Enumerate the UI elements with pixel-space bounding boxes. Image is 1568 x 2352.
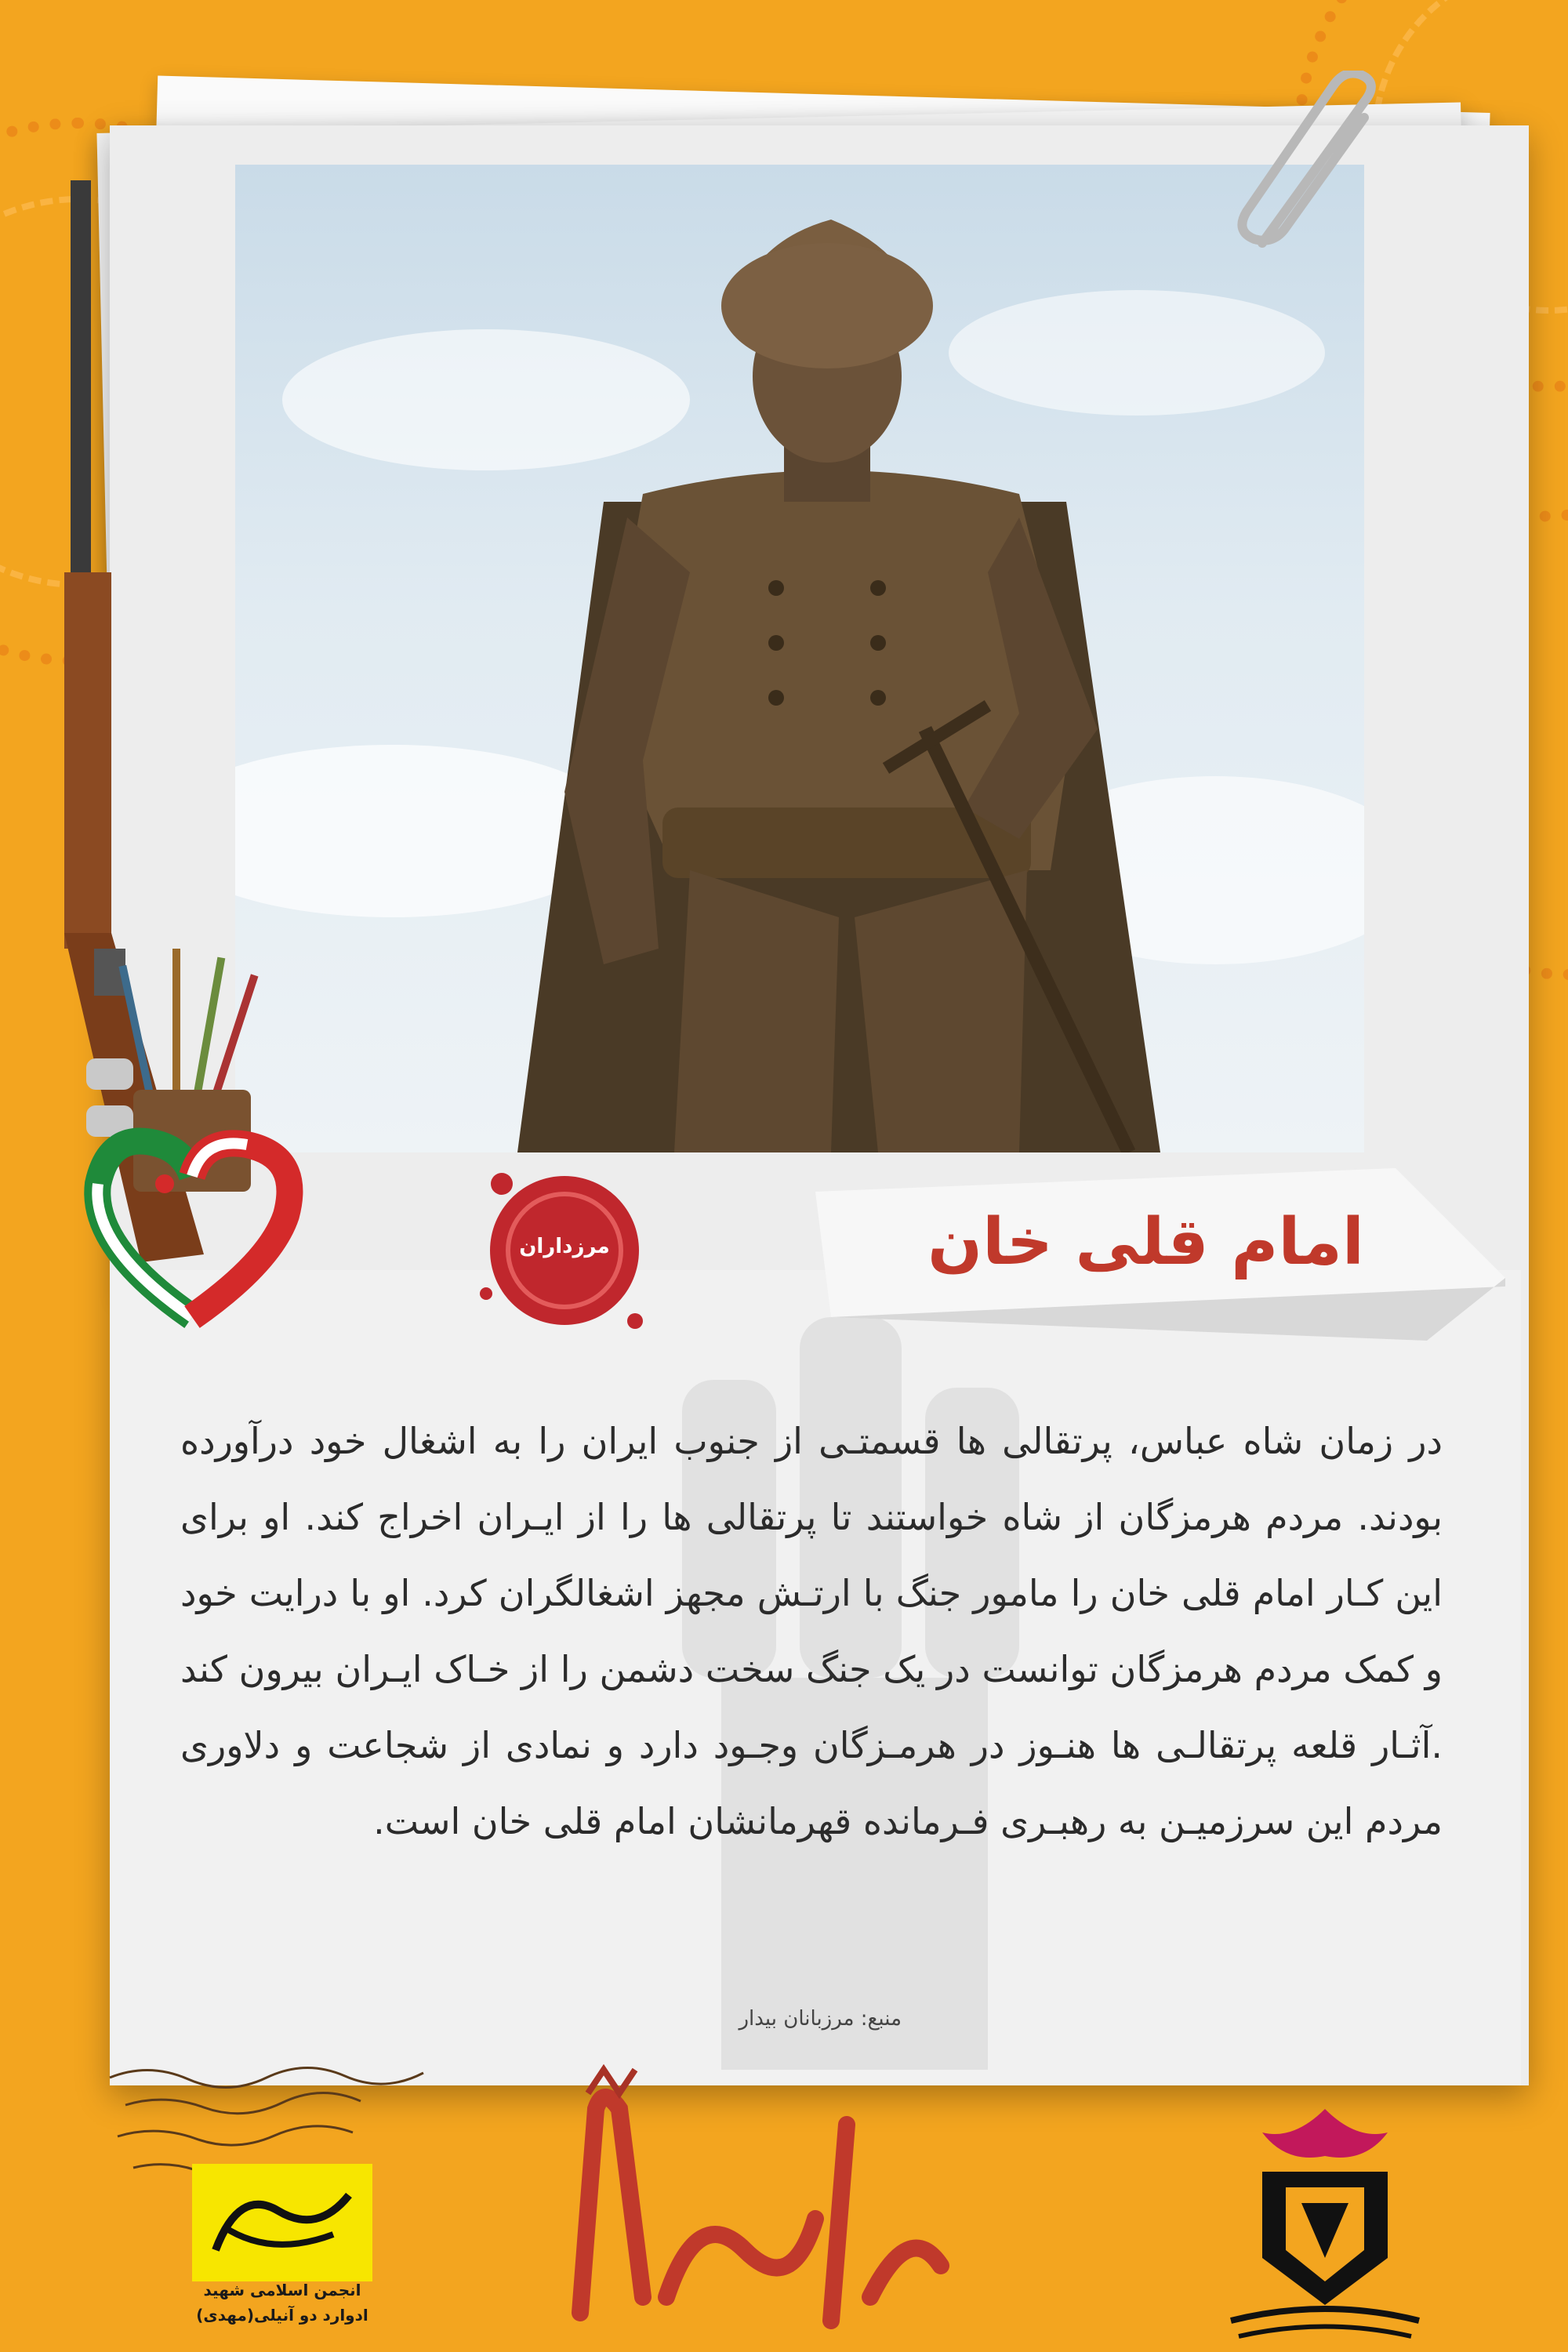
association-line2: ادوارد دو آنیلی(مهدی)	[196, 2306, 368, 2325]
publisher-emblem-logo	[1215, 2101, 1435, 2344]
source-line: منبع: مرزبانان بیدار	[739, 2007, 902, 2031]
association-logo	[192, 2164, 372, 2281]
seal-label: مرزداران	[519, 1235, 610, 1258]
association-line1: انجمن اسلامی شهید	[203, 2281, 361, 2299]
iran-flag-heart-icon	[74, 1113, 310, 1333]
body-paragraph: در زمان شاه عباس، پرتقالی ها قسمتـی از جنوب ایران را به اشغال خود درآورده بودند. مردم هرمزگان از شاه خواستند تا پرتقالی ها را از ایـران اخراج کند. او برای این کـار امام قلی خان را مامور جنگ با ارتـش مجهز اشغالگران کرد. او با درایت خود و کمک مردم هرمزگان توانست در یک جنگ سخت دشمن را از خـاک ایـران بیرون کند .آثـار قلعه پرتقالـی ها هنـوز در هرمـزگان وجـود دارد و نمادی از شجاعت و دلاوری مردم این سرزمیـن به رهبـری فـرمانده قهرمانشان امام قلی خان است.	[180, 1420, 1443, 1842]
page-title: امام قلی خان	[927, 1205, 1364, 1279]
statue-photo	[235, 165, 1364, 1152]
association-caption	[165, 2278, 400, 2340]
marzdaran-calligraphy-logo	[549, 2062, 956, 2336]
paperclip-icon	[1231, 71, 1403, 274]
